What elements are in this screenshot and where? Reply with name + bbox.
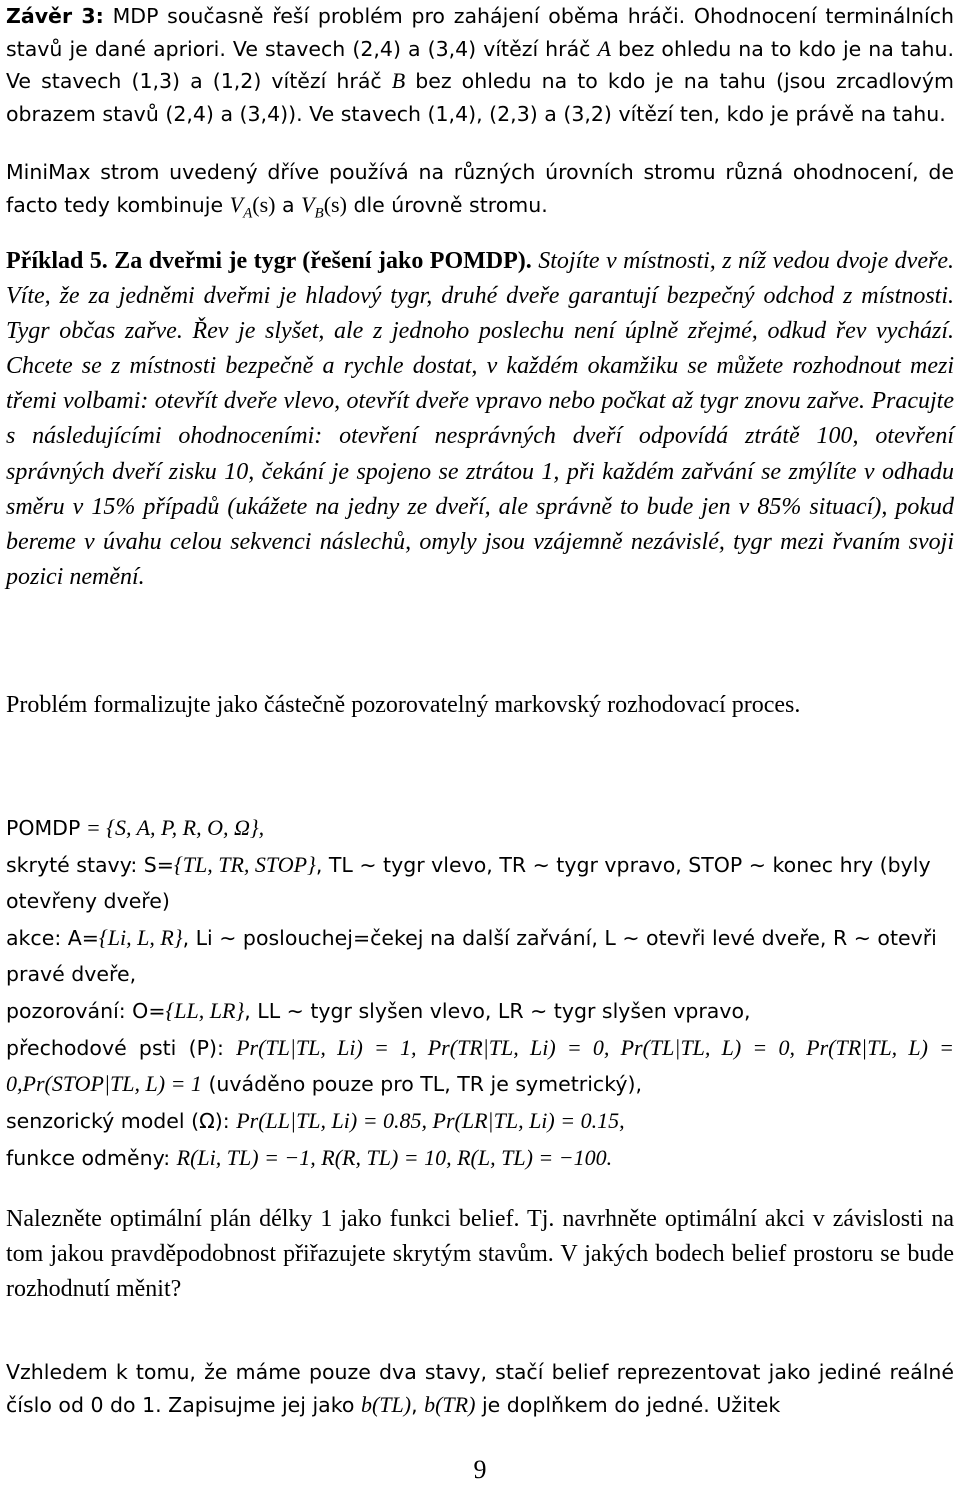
example-heading: Příklad 5. Za dveřmi je tygr (řešení jako POMDP). xyxy=(6,248,532,274)
belief-paragraph xyxy=(6,1356,954,1421)
va-arg: (s) xyxy=(252,191,276,217)
task-optimal-plan xyxy=(6,1202,954,1307)
belief-text-1: Vzhledem k tomu, že máme pouze dva stavy, stačí belief reprezentovat jako jediné reálné číslo od 0 do 1. Zapisujme jej jako xyxy=(6,1360,954,1417)
minimax-text-2: dle úrovně stromu. xyxy=(346,192,548,217)
conclusion-text-2: bez ohledu na to kdo je na tahu. Ve stavech (1,3) a (1,2) vítězí hráč xyxy=(6,36,955,93)
hidden-states-expr: {TL, TR, STOP} xyxy=(173,852,316,877)
actions-label: akce: A= xyxy=(6,926,99,950)
vb-arg: (s) xyxy=(323,191,347,217)
belief-tl: b(TL) xyxy=(360,1391,412,1417)
hidden-states-line xyxy=(6,847,954,919)
conclusion-text-1: MDP současně řeší problém pro zahájení oběma hráči. Ohodnocení terminálních stavů je dané apriori. Ve stavech (2,4) a (3,4) vítězí hráč xyxy=(6,4,954,61)
example-text: Stojíte v místnosti, z níž vedou dvoje dveře. Víte, že za jedněmi dveřmi je hladový tygr, druhé dveře garantují bezpečný odchod z místnosti. Tygr občas zařve. Řev je slyšet, ale z jednoho poslechu není úplně zřejmé, odkud řev vychází. Chcete se z místnosti bezpečně a rychle dostat, v každém okamžiku se můžete rozhodnout mezi třemi volbami: otevřít dveře vlevo, otevřít dveře vpravo nebo počkat až tygr znovu zařve. Pracujte s následujícími ohodnoceními: otevření nesprávných dveří odpovídá ztrátě 100, otevření správných dveří zisku 10, čekání je spojeno se ztrátou 1, při každém zařvání se zmýlíte v odhadu směru v 15% případů (ukážete na jedny ze dveří, ale správně to bude jen v 85% situací), pokud bereme v úvahu celou sekvenci náslechů, omyly jsou vzájemně nezávislé, tygr mezi řvaním svoji pozici nemění. xyxy=(6,248,954,590)
minimax-paragraph xyxy=(6,156,954,229)
sensor-expr: Pr(LL|TL, Li) = 0.85, Pr(LR|TL, Li) = 0.15, xyxy=(236,1108,625,1133)
transition-text: (uváděno pouze pro TL, TR je symetrický), xyxy=(201,1072,642,1096)
conclusion-text-3: bez ohledu na to kdo je na tahu (jsou zrcadlovým obrazem stavů (2,4) a (3,4)). Ve stavech (1,4), (2,3) a (3,2) vítězí ten, kdo je právě na tahu. xyxy=(6,69,954,126)
observations-text: , LL ∼ tygr slyšen vlevo, LR ∼ tygr slyšen vpravo, xyxy=(244,999,751,1023)
pomdp-definition xyxy=(6,810,954,1177)
page-number: 9 xyxy=(473,1455,487,1484)
belief-sep: , xyxy=(411,1392,425,1417)
belief-tr: b(TR) xyxy=(424,1391,476,1417)
actions-line xyxy=(6,920,954,992)
hidden-states-text: , TL ∼ tygr vlevo, TR ∼ tygr vpravo, STOP ∼ konec hry (byly otevřeny dveře) xyxy=(6,853,931,913)
pomdp-expr: = {S, A, P, R, O, Ω}, xyxy=(80,815,265,840)
task-formalize xyxy=(6,688,954,723)
actions-expr: {Li, L, R} xyxy=(98,925,183,950)
reward-expr: R(Li, TL) = −1, R(R, TL) = 10, R(L, TL) = −100. xyxy=(176,1145,613,1170)
task-optimal-plan-text: Nalezněte optimální plán délky 1 jako funkci belief. Tj. navrhněte optimální akci v závislosti na tom jakou pravděpodobnost přiřazujete skrytým stavům. V jakých bodech belief prostoru se bude rozhodnutí měnit? xyxy=(6,1206,954,1302)
transition-expr: Pr(TL|TL, Li) = 1, Pr(TR|TL, Li) = 0, Pr(TL|TL, L) = 0, Pr(TR|TL, L) = 0,Pr(STOP|TL, L) = 1 xyxy=(6,1035,954,1096)
actions-text: , Li ∼ poslouchej=čekej na další zařvání, L ∼ otevři levé dveře, R ∼ otevři pravé dveře, xyxy=(6,926,937,986)
conclusion-label: Závěr 3: xyxy=(6,4,104,28)
va-symbol: $V_A$ xyxy=(229,191,253,221)
reward-label: funkce odměny: xyxy=(6,1146,177,1170)
minimax-text-1: MiniMax strom uvedený dříve používá na různých úrovních stromu různá ohodnocení, de facto tedy kombinuje xyxy=(6,160,954,217)
observations-expr: {LL, LR} xyxy=(165,998,245,1023)
transition-line xyxy=(6,1030,954,1102)
task-formalize-text: Problém formalizujte jako částečně pozorovatelný markovský rozhodovací proces. xyxy=(6,692,801,718)
transition-label: přechodové psti (P): xyxy=(6,1036,237,1060)
example-paragraph xyxy=(6,244,954,595)
belief-text-2: je doplňkem do jedné. Užitek xyxy=(475,1392,781,1417)
sensor-line xyxy=(6,1103,954,1139)
sensor-label: senzorický model (Ω): xyxy=(6,1109,237,1133)
conclusion-paragraph xyxy=(6,0,954,130)
vb-symbol: $V_B$ xyxy=(301,191,324,221)
minimax-and: a xyxy=(275,192,302,217)
pomdp-line xyxy=(6,810,954,846)
hidden-states-label: skryté stavy: S= xyxy=(6,853,174,877)
reward-line xyxy=(6,1140,954,1176)
player-a-symbol: A xyxy=(597,35,611,61)
player-b-symbol: B xyxy=(391,68,406,93)
observations-label: pozorování: O= xyxy=(6,999,166,1023)
pomdp-label: POMDP xyxy=(6,816,81,840)
observations-line xyxy=(6,993,954,1029)
